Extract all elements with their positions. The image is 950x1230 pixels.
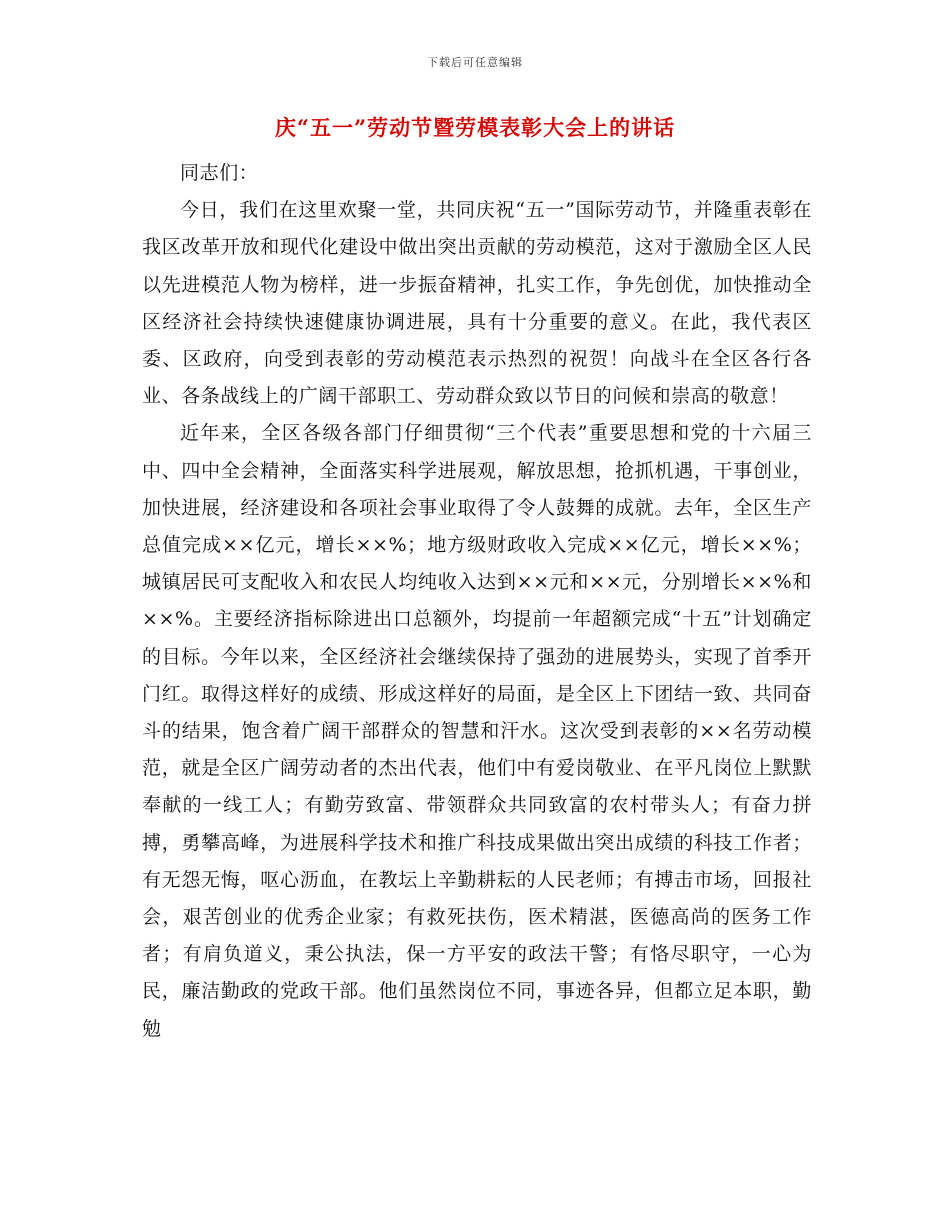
page-header-note: 下载后可任意编辑 (427, 56, 523, 69)
salutation: 同志们： (180, 162, 259, 184)
paragraph-1: 今日，我们在这里欢聚一堂，共同庆祝“五一”国际劳动节，并隆重表彰在我区改革开放和现代化建设中做出突出贡献的劳动模范，这对于激励全区人民以先进模范人物为榜样，进一步振奋精神，扎实工作，争先创优，加快推动全区经济社会持续快速健康协调进展，具有十分重要的意义。在此，我代表区委、区政府，向受到表彰的劳动模范表示热烈的祝贺！向战斗在全区各行各业、各条战线上的广阔干部职工、劳动群众致以节日的问候和崇高的敬意！ (142, 199, 812, 408)
document-body (142, 155, 812, 1048)
paragraph-2: 近年来，全区各级各部门仔细贯彻“三个代表”重要思想和党的十六届三中、四中全会精神，全面落实科学进展观，解放思想，抢抓机遇，干事创业，加快进展，经济建设和各项社会事业取得了令人鼓舞的成就。去年，全区生产总值完成××亿元，增长××%；地方级财政收入完成××亿元，增长××%；城镇居民可支配收入和农民人均纯收入达到××元和××元，分别增长××%和××%。主要经济指标除进出口总额外，均提前一年超额完成“十五”计划确定的目标。今年以来，全区经济社会继续保持了强劲的进展势头，实现了首季开门红。取得这样好的成绩、形成这样好的局面，是全区上下团结一致、共同奋斗的结果，饱含着广阔干部群众的智慧和汗水。这次受到表彰的××名劳动模范，就是全区广阔劳动者的杰出代表，他们中有爱岗敬业、在平凡岗位上默默奉献的一线工人；有勤劳致富、带领群众共同致富的农村带头人；有奋力拼搏，勇攀高峰，为进展科学技术和推广科技成果做出突出成绩的科技工作者；有无怨无悔，呕心沥血，在教坛上辛勤耕耘的人民老师；有搏击市场，回报社会，艰苦创业的优秀企业家；有救死扶伤，医术精湛，医德高尚的医务工作者；有肩负道义，秉公执法，保一方平安的政法干警；有恪尽职守，一心为民，廉洁勤政的党政干部。他们虽然岗位不同，事迹各异，但都立足本职，勤勉 (142, 422, 812, 1040)
document-title: 庆“五一”劳动节暨劳模表彰大会上的讲话 (274, 115, 676, 140)
